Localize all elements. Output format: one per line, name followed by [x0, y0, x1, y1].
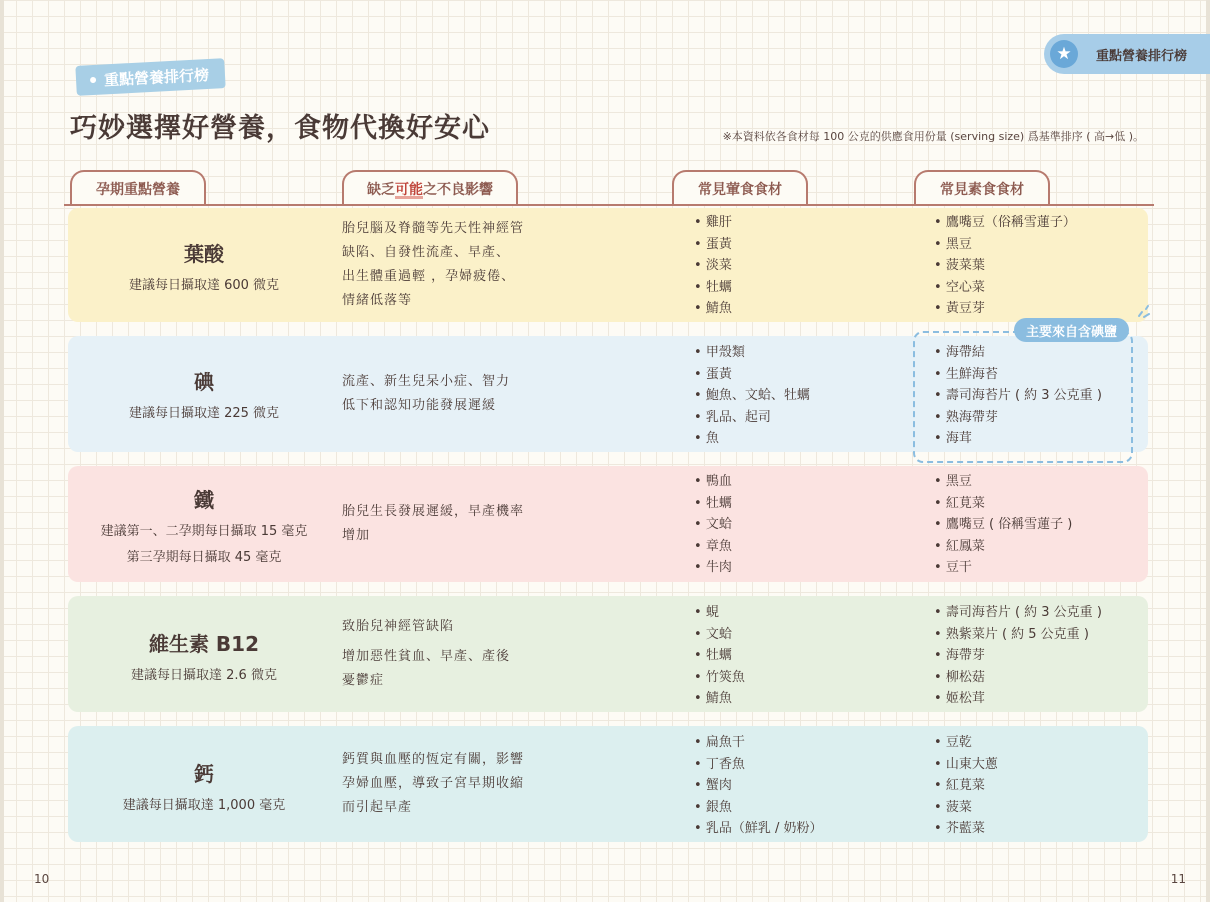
list-item: • 鯖魚 — [694, 688, 745, 710]
list-item: • 牡蠣 — [694, 493, 732, 515]
list-item: • 蛋黃 — [694, 364, 810, 386]
effect-cell — [342, 748, 552, 820]
effect-cell — [342, 370, 552, 418]
nutrient-cell — [68, 238, 340, 299]
page-edge-right — [1206, 0, 1210, 902]
page-number-right: 11 — [1170, 872, 1186, 886]
header-veg — [914, 170, 1050, 206]
effect-line: 增加 — [342, 528, 371, 543]
list-item: • 乳品（鮮乳 / 奶粉） — [694, 818, 822, 840]
nutrient-cell — [68, 758, 340, 819]
list-item: • 牛肉 — [694, 557, 732, 579]
nutrient-recommendation: 建議第一、二孕期每日攝取 15 毫克 — [100, 524, 308, 539]
veg-list — [934, 212, 1076, 320]
list-item: • 鷹嘴豆（俗稱雪蓮子） — [934, 212, 1076, 234]
list-item: • 黃豆芽 — [934, 298, 1076, 320]
effect-cell — [342, 615, 552, 693]
nutrient-name: 葉酸 — [184, 242, 224, 266]
list-item: • 紅鳳菜 — [934, 536, 1072, 558]
nutrient-recommendation: 建議每日攝取達 1,000 毫克 — [122, 798, 286, 813]
corner-badge — [1044, 34, 1210, 74]
veg-list — [934, 602, 1102, 710]
header-effect-highlight: 可能 — [395, 182, 423, 198]
list-item: • 海帶芽 — [934, 645, 1102, 667]
iodine-highlight-box — [913, 331, 1133, 463]
page-title: 巧妙選擇好營養，食物代換好安心 — [70, 113, 490, 144]
list-item: • 鮑魚、文蛤、牡蠣 — [694, 385, 810, 407]
effect-line: 情緒低落等 — [342, 293, 413, 308]
list-item: • 海茸 — [934, 428, 1102, 450]
effect-line: 胎兒腦及脊髓等先天性神經管 — [342, 221, 525, 236]
list-item: • 鷹嘴豆 ( 俗稱雪蓮子 ) — [934, 514, 1072, 536]
header-nutrient-label: 孕期重點營養 — [96, 182, 180, 198]
list-item: • 熟紫菜片 ( 約 5 公克重 ) — [934, 624, 1102, 646]
list-item: • 牡蠣 — [694, 277, 732, 299]
list-item: • 蛋黃 — [694, 234, 732, 256]
meat-list — [694, 602, 745, 710]
list-item: • 竹筴魚 — [694, 667, 745, 689]
list-item: • 豆干 — [934, 557, 1072, 579]
list-item: • 蜆 — [694, 602, 745, 624]
header-divider — [64, 204, 1154, 206]
list-item: • 黑豆 — [934, 234, 1076, 256]
list-item: • 空心菜 — [934, 277, 1076, 299]
effect-cell — [342, 500, 552, 548]
list-item: • 生鮮海苔 — [934, 364, 1102, 386]
nutrient-name: 鈣 — [194, 762, 214, 786]
list-item: • 章魚 — [694, 536, 732, 558]
bullet-dot-icon — [90, 77, 96, 83]
list-item: • 壽司海苔片 ( 約 3 公克重 ) — [934, 385, 1102, 407]
table-row-vitamin-b12 — [68, 596, 1148, 712]
page-edge-left — [0, 0, 4, 902]
table-row-iron — [68, 466, 1148, 582]
effect-line: 孕婦血壓，導致子宮早期收縮 — [342, 776, 525, 791]
list-item: • 文蛤 — [694, 514, 732, 536]
nutrient-recommendation: 建議每日攝取達 225 微克 — [128, 406, 280, 421]
nutrient-cell — [68, 484, 340, 571]
list-item: • 菠菜葉 — [934, 255, 1076, 277]
list-item: • 芥藍菜 — [934, 818, 998, 840]
list-item: • 乳品、起司 — [694, 407, 810, 429]
list-item: • 甲殼類 — [694, 342, 810, 364]
veg-list — [934, 471, 1072, 579]
header-effect-pre: 缺乏 — [367, 182, 395, 198]
nutrient-recommendation: 建議每日攝取達 600 微克 — [128, 278, 280, 293]
list-item: • 豆乾 — [934, 732, 998, 754]
star-icon: ★ — [1050, 40, 1078, 68]
meat-list — [694, 732, 822, 840]
list-item: • 姬松茸 — [934, 688, 1102, 710]
nutrient-name: 鐵 — [194, 488, 214, 512]
effect-line: 流產、新生兒呆小症、智力 — [342, 374, 511, 389]
list-item: • 鴨血 — [694, 471, 732, 493]
list-item: • 雞肝 — [694, 212, 732, 234]
section-tag-label: 重點營養排行榜 — [103, 65, 210, 89]
effect-line: 鈣質與血壓的恆定有關，影響 — [342, 752, 525, 767]
list-item: • 文蛤 — [694, 624, 745, 646]
list-item: • 菠菜 — [934, 797, 998, 819]
header-meat — [672, 170, 808, 206]
nutrient-recommendation: 建議每日攝取達 2.6 微克 — [131, 668, 277, 683]
list-item: • 海帶結 — [934, 342, 1102, 364]
list-item: • 鯖魚 — [694, 298, 732, 320]
section-tag — [75, 58, 225, 96]
list-item: • 紅莧菜 — [934, 775, 998, 797]
list-item: • 熟海帶芽 — [934, 407, 1102, 429]
ranking-note: ※本資料依各食材每 100 公克的供應食用份量 (serving size) 爲基準排序 ( 高→低 )。 — [722, 130, 1144, 143]
header-nutrient — [70, 170, 206, 206]
effect-line: 憂鬱症 — [342, 673, 385, 688]
list-item: • 山東大蔥 — [934, 754, 998, 776]
list-item: • 淡菜 — [694, 255, 732, 277]
nutrient-cell — [68, 628, 340, 689]
list-item: • 魚 — [694, 428, 810, 450]
corner-badge-label: 重點營養排行榜 — [1096, 48, 1188, 64]
list-item: • 扁魚干 — [694, 732, 822, 754]
header-veg-label: 常見素食食材 — [940, 182, 1024, 198]
veg-list — [934, 732, 998, 840]
effect-line: 致胎兒神經管缺陷 — [342, 619, 455, 634]
list-item: • 蟹肉 — [694, 775, 822, 797]
list-item: • 紅莧菜 — [934, 493, 1072, 515]
list-item: • 銀魚 — [694, 797, 822, 819]
effect-line: 增加惡性貧血、早產、產後 — [342, 649, 511, 664]
iodine-note-badge: 主要來自含碘鹽 — [1014, 318, 1129, 342]
list-item: • 牡蠣 — [694, 645, 745, 667]
meat-list — [694, 342, 810, 450]
effect-line: 低下和認知功能發展遲緩 — [342, 398, 497, 413]
table-row-calcium — [68, 726, 1148, 842]
meat-list — [694, 212, 732, 320]
effect-line: 胎兒生長發展遲緩，早產機率 — [342, 504, 525, 519]
table-row-folate — [68, 208, 1148, 322]
effect-line: 出生體重過輕 ，孕婦疲倦、 — [342, 269, 516, 284]
meat-list — [694, 471, 732, 579]
effect-cell — [342, 217, 552, 313]
list-item: • 壽司海苔片 ( 約 3 公克重 ) — [934, 602, 1102, 624]
header-meat-label: 常見葷食食材 — [698, 182, 782, 198]
nutrient-cell — [68, 366, 340, 427]
list-item: • 丁香魚 — [694, 754, 822, 776]
effect-line: 缺陷、自發性流產、早產、 — [342, 245, 511, 260]
list-item: • 柳松菇 — [934, 667, 1102, 689]
page-number-left: 10 — [34, 872, 50, 886]
list-item: • 黑豆 — [934, 471, 1072, 493]
sparkle-icon — [1136, 304, 1152, 320]
nutrient-name: 維生素 B12 — [148, 632, 260, 656]
nutrient-name: 碘 — [194, 370, 214, 394]
header-effect — [342, 170, 518, 206]
nutrient-recommendation: 第三孕期每日攝取 45 毫克 — [126, 550, 282, 565]
effect-line: 而引起早產 — [342, 800, 413, 815]
header-effect-post: 之不良影響 — [423, 182, 493, 198]
